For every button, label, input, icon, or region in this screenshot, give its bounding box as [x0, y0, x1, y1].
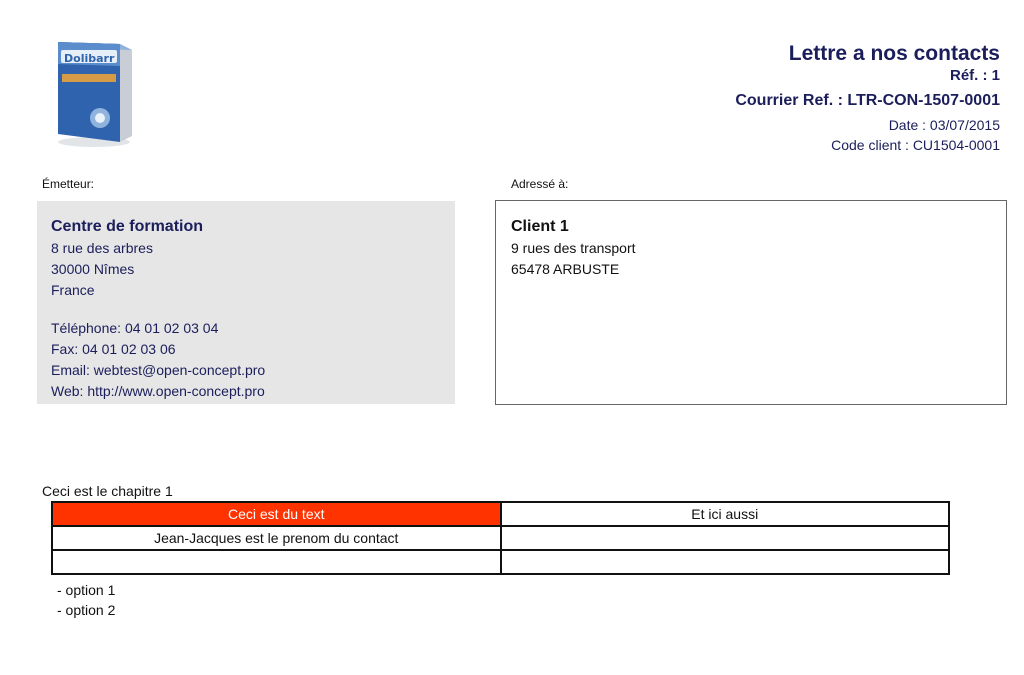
- recipient-box: [495, 200, 1007, 405]
- table-cell: [52, 550, 501, 574]
- courrier-ref: Courrier Ref. : LTR-CON-1507-0001: [735, 92, 1000, 109]
- recipient-address-line1: 9 rues des transport: [511, 240, 636, 256]
- dolibarr-logo: [52, 38, 140, 150]
- table-row: [52, 550, 949, 574]
- table-cell: Ceci est du text: [52, 502, 501, 526]
- table-cell: Jean-Jacques est le prenom du contact: [52, 526, 501, 550]
- logo-text: Dolibarr: [64, 52, 115, 65]
- table-cell: [501, 550, 950, 574]
- sender-fax: Fax: 04 01 02 03 06: [51, 341, 176, 357]
- spacer: [51, 301, 441, 318]
- table-cell: [501, 526, 950, 550]
- sender-phone: Téléphone: 04 01 02 03 04: [51, 320, 219, 336]
- sender-address-line2: 30000 Nîmes: [51, 261, 135, 277]
- document-ref: Réf. : 1: [949, 67, 1000, 84]
- sender-label: Émetteur:: [42, 177, 95, 191]
- sender-name: Centre de formation: [51, 218, 204, 235]
- sender-email: Email: webtest@open-concept.pro: [51, 362, 266, 378]
- table-row: [52, 526, 949, 550]
- sender-box: [37, 201, 455, 404]
- option-item: - option 1: [57, 582, 116, 598]
- option-item: - option 2: [57, 602, 116, 618]
- table-cell: Et ici aussi: [501, 502, 950, 526]
- content-table: [51, 501, 950, 575]
- sender-web: Web: http://www.open-concept.pro: [51, 383, 265, 399]
- recipient-label: Adressé à:: [511, 177, 569, 191]
- client-code: Code client : CU1504-0001: [831, 137, 1000, 153]
- chapter-heading: Ceci est le chapitre 1: [42, 483, 173, 499]
- recipient-address-line2: 65478 ARBUSTE: [511, 261, 620, 277]
- sender-country: France: [51, 282, 95, 298]
- recipient-name: Client 1: [511, 218, 569, 235]
- sender-address-line1: 8 rue des arbres: [51, 240, 153, 256]
- document-title: Lettre a nos contacts: [788, 42, 1000, 65]
- document-date: Date : 03/07/2015: [888, 117, 1000, 133]
- table-row: [52, 502, 949, 526]
